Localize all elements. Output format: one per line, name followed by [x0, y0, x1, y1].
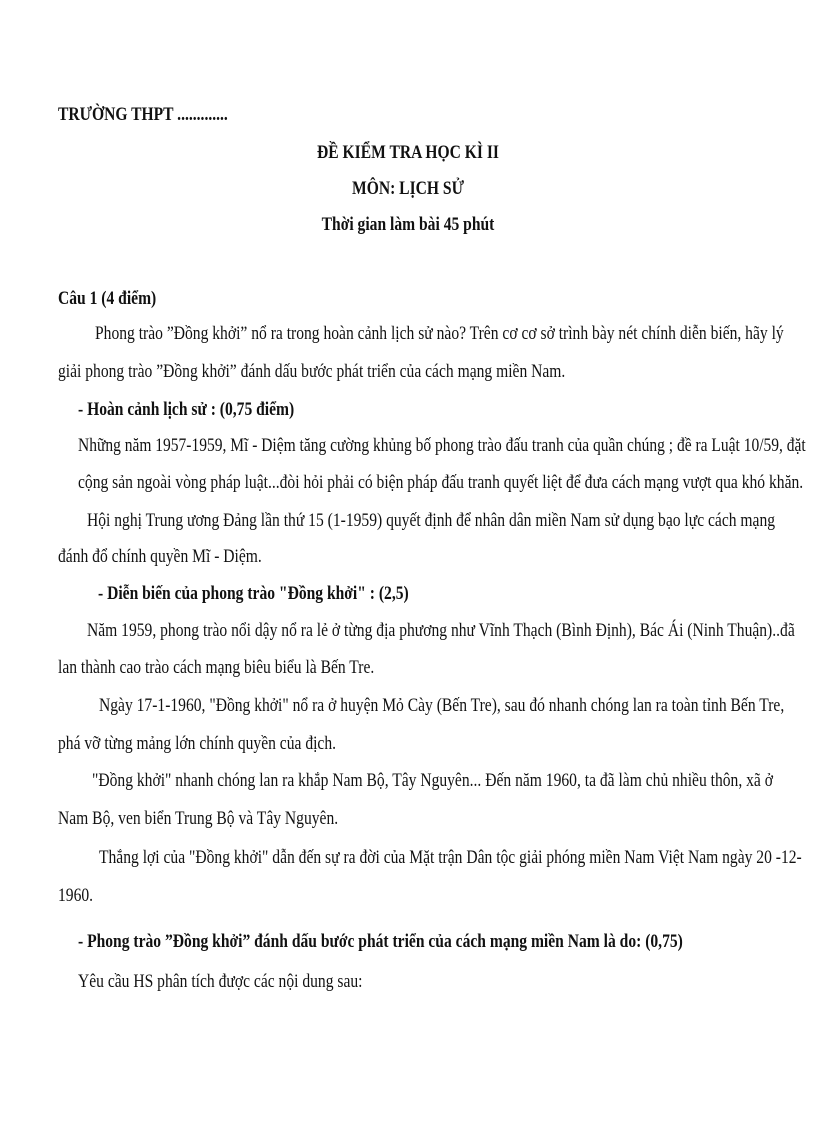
subject-title: MÔN: LỊCH SỬ — [352, 178, 464, 199]
progress-paragraph1-line1: Năm 1959, phong trào nổi dậy nổ ra lẻ ở từng địa phương như Vĩnh Thạch (Bình Định), Bác Ái (Ninh Thuận)..đã — [87, 620, 795, 641]
progress-paragraph3-line1: "Đồng khởi" nhanh chóng lan ra khắp Nam Bộ, Tây Nguyên... Đến năm 1960, ta đã làm chủ nhiều thôn, xã ở — [92, 770, 773, 791]
question1-heading: Câu 1 (4 điểm) — [58, 288, 157, 309]
progress-paragraph1-line2: lan thành cao trào cách mạng biêu biểu là Bến Tre. — [58, 657, 375, 678]
progress-paragraph2-line2: phá vỡ từng mảng lớn chính quyền của địch. — [58, 733, 337, 754]
progress-paragraph2-line1: Ngày 17-1-1960, "Đồng khởi" nổ ra ở huyện Mỏ Cày (Bến Tre), sau đó nhanh chóng lan ra toàn tỉnh Bến Tre, — [99, 695, 785, 716]
duration-text: Thời gian làm bài 45 phút — [321, 214, 495, 235]
context-paragraph1-line2: cộng sản ngoài vòng pháp luật...đòi hỏi phải có biện pháp đấu tranh quyết liệt để đưa cách mạng vượt qua khó khăn. — [78, 472, 804, 493]
context-paragraph2-line1: Hội nghị Trung ương Đảng lần thứ 15 (1-1959) quyết định để nhân dân miền Nam sử dụng bạo lực cách mạng — [87, 510, 776, 531]
progress-paragraph3-line2: Nam Bộ, ven biển Trung Bộ và Tây Nguyên. — [58, 808, 339, 829]
significance-heading: - Phong trào ”Đồng khởi” đánh dấu bước phát triển của cách mạng miền Nam là do: (0,75) — [78, 931, 683, 952]
question1-prompt-line2: giải phong trào ”Đồng khởi” đánh dấu bước phát triển của cách mạng miền Nam. — [58, 361, 566, 382]
question1-prompt-line1: Phong trào ”Đồng khởi” nổ ra trong hoàn cảnh lịch sử nào? Trên cơ cơ sở trình bày nét chính diễn biến, hãy lý — [95, 323, 784, 344]
context-heading: - Hoàn cảnh lịch sử : (0,75 điểm) — [78, 399, 295, 420]
exam-title: ĐỀ KIỂM TRA HỌC KÌ II — [317, 142, 499, 163]
significance-requirement: Yêu cầu HS phân tích được các nội dung sau: — [78, 971, 363, 992]
progress-paragraph4-line1: Thắng lợi của "Đồng khởi" dẫn đến sự ra đời của Mặt trận Dân tộc giải phóng miền Nam Việt Nam ngày 20 -12- — [99, 847, 802, 868]
context-paragraph2-line2: đánh đổ chính quyền Mĩ - Diệm. — [58, 546, 262, 567]
context-paragraph1-line1: Những năm 1957-1959, Mĩ - Diệm tăng cường khủng bố phong trào đấu tranh của quần chúng ; đề ra Luật 10/59, đặt — [78, 435, 806, 456]
progress-paragraph4-line2: 1960. — [58, 885, 94, 906]
school-name: TRƯỜNG THPT ............. — [58, 104, 228, 125]
progress-heading: - Diễn biến của phong trào "Đồng khởi" : (2,5) — [98, 583, 409, 604]
